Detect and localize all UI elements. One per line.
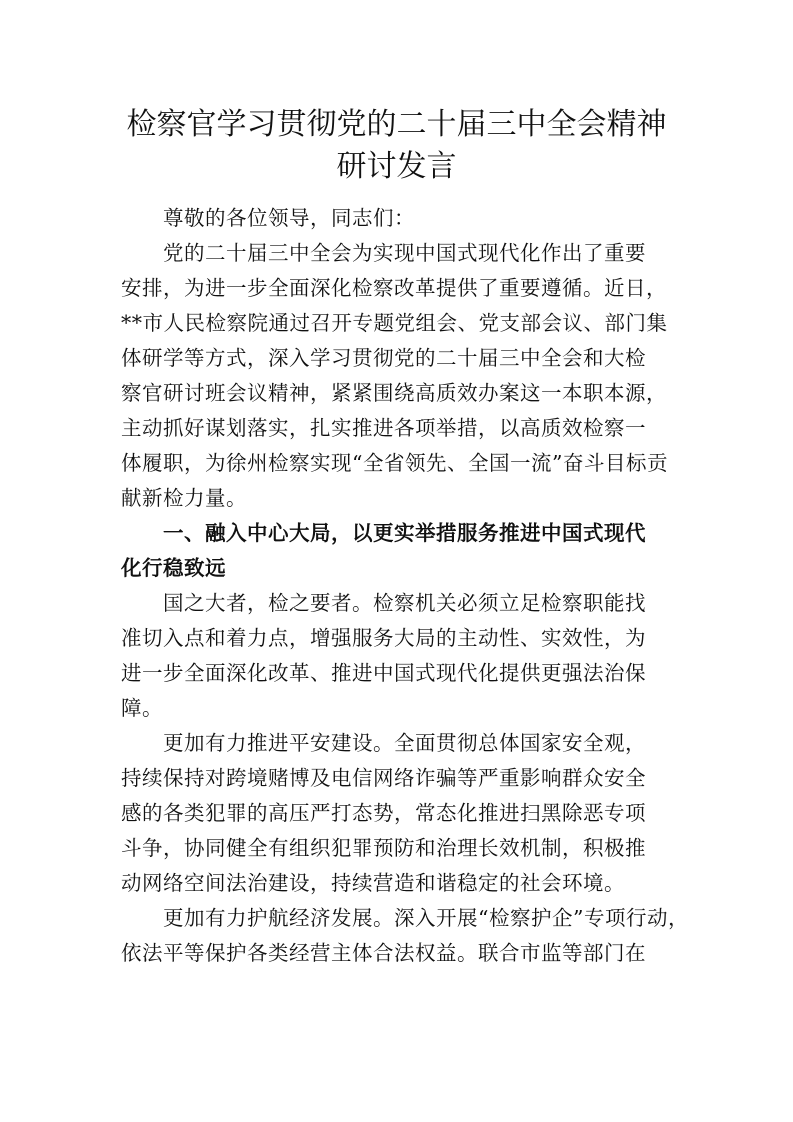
- document-title-line-1: 检察官学习贯彻党的二十届三中全会精神: [126, 107, 667, 142]
- paragraph-line: 准切入点和着力点，增强服务大局的主动性、实效性，为: [121, 626, 646, 650]
- salutation: 尊敬的各位领导，同志们：: [121, 206, 415, 230]
- document-title-line-2: 研讨发言: [336, 149, 457, 184]
- paragraph-line: 国之大者，检之要者。检察机关必须立足检察职能找: [121, 591, 646, 615]
- paragraph-line: 更加有力护航经济发展。深入开展“检察护企”专项行动，: [121, 906, 689, 930]
- paragraph-line: 持续保持对跨境赌博及电信网络诈骗等严重影响群众安全: [121, 766, 646, 790]
- paragraph-line: 障。: [121, 696, 163, 720]
- paragraph-line: 体履职，为徐州检察实现“全省领先、全国一流”奋斗目标贡: [121, 451, 668, 475]
- paragraph-line: 依法平等保护各类经营主体合法权益。联合市监等部门在: [121, 941, 646, 965]
- paragraph-line: 动网络空间法治建设，持续营造和谐稳定的社会环境。: [121, 871, 625, 895]
- paragraph-line: 斗争，协同健全有组织犯罪预防和治理长效机制，积极推: [121, 836, 646, 860]
- paragraph-line: 进一步全面深化改革、推进中国式现代化提供更强法治保: [121, 661, 646, 685]
- paragraph-line: 体研学等方式，深入学习贯彻党的二十届三中全会和大检: [121, 346, 646, 370]
- document-body: [121, 201, 689, 971]
- section-heading-line: 化行稳致远: [121, 556, 226, 580]
- paragraph-line: 献新检力量。: [121, 486, 247, 510]
- paragraph-line: 安排，为进一步全面深化检察改革提供了重要遵循。近日，: [121, 276, 667, 300]
- paragraph-line: 察官研讨班会议精神，紧紧围绕高质效办案这一本职本源，: [121, 381, 667, 405]
- paragraph-line: 更加有力推进平安建设。全面贯彻总体国家安全观，: [121, 731, 646, 755]
- paragraph-line: 感的各类犯罪的高压严打态势，常态化推进扫黑除恶专项: [121, 801, 646, 825]
- paragraph-line: 主动抓好谋划落实，扎实推进各项举措，以高质效检察一: [121, 416, 646, 440]
- paragraph-line: 党的二十届三中全会为实现中国式现代化作出了重要: [121, 241, 646, 265]
- paragraph-line: **市人民检察院通过召开专题党组会、党支部会议、部门集: [121, 311, 668, 335]
- section-heading-line: 一、融入中心大局，以更实举措服务推进中国式现代: [121, 521, 646, 545]
